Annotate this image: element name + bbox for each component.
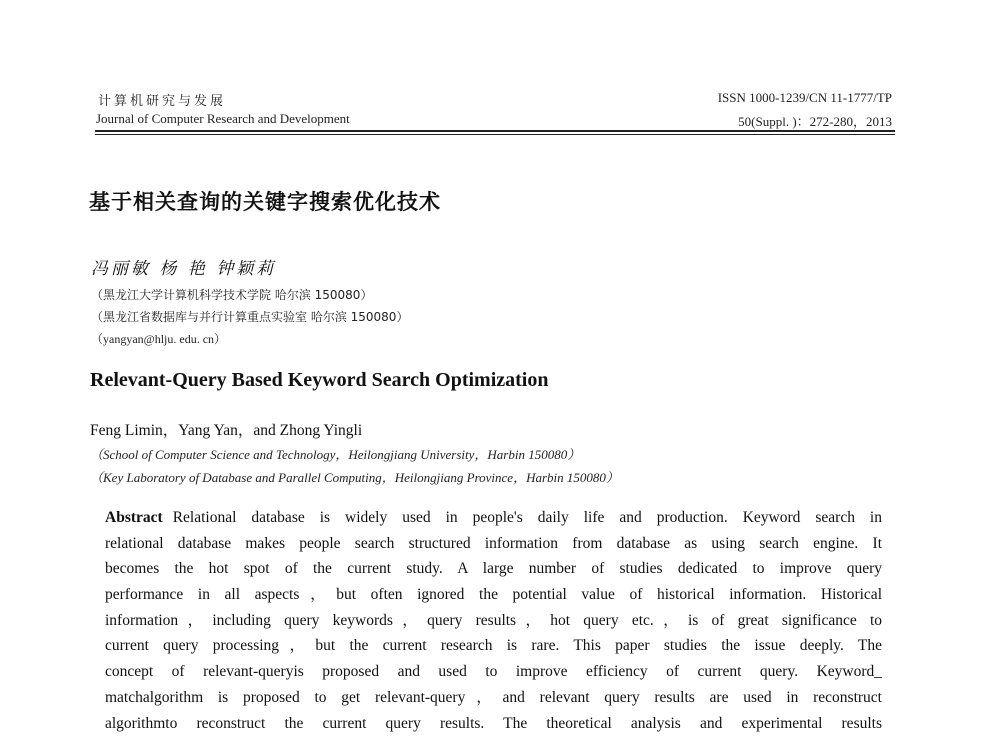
authors-en: Feng Limin，Yang Yan，and Zhong Yingli [90,418,362,440]
issn-line: ISSN 1000-1239/CN 11-1777/TP [718,90,892,106]
abstract-line [105,505,882,531]
abstract-line-text: current query processing，but the current research is rare. This paper studies the issue deeply. The [105,633,882,659]
header-rule-thick [95,130,895,132]
header-rule-thin [95,134,895,135]
journal-name-en: Journal of Computer Research and Development [96,111,350,127]
abstract-line [105,659,882,685]
abstract-label: Abstract [105,509,163,526]
affiliation-cn-2: （黑龙江省数据库与并行计算重点实验室 哈尔滨 150080） [91,308,408,325]
abstract-line [105,685,882,711]
abstract-line-text: becomes the hot spot of the current study. A large number of studies dedicated to improve query [105,556,882,582]
abstract-line-text: matchalgorithm is proposed to get relevant-query，and relevant query results are used in reconstruct [105,685,882,711]
author-email: （yangyan@hlju. edu. cn） [91,330,226,347]
abstract-line [105,633,882,659]
abstract-line-text: Relational database is widely used in people's daily life and production. Keyword search in [173,509,882,526]
volume-pages: 50(Suppl. )：272-280，2013 [738,111,892,130]
abstract-line [105,711,882,736]
abstract-line-text: performance in all aspects，but often ignored the potential value of historical information. Historical [105,582,882,608]
abstract-line-text: information，including query keywords，query results，hot query etc.，is of great significance to [105,608,882,634]
abstract-line [105,556,882,582]
journal-name-cn: 计算机研究与发展 [98,90,226,109]
affiliation-en-1: （School of Computer Science and Technology，Heilongjiang University，Harbin 150080） [90,444,580,463]
affiliation-cn-1: （黑龙江大学计算机科学技术学院 哈尔滨 150080） [91,286,372,303]
abstract-line-text: concept of relevant-queryis proposed and used to improve efficiency of current query. Keyword_ [105,659,882,685]
title-en: Relevant-Query Based Keyword Search Optimization [90,369,548,392]
abstract-line [105,582,882,608]
affiliation-en-2: （Key Laboratory of Database and Parallel Computing，Heilongjiang Province，Harbin 150080） [90,467,619,486]
abstract-line [105,608,882,634]
abstract-line [105,531,882,557]
abstract-line-text: algorithmto reconstruct the current query results. The theoretical analysis and experimental results [105,711,882,736]
abstract [105,505,882,736]
title-cn: 基于相关查询的关键字搜索优化技术 [89,186,441,216]
authors-cn: 冯丽敏 杨 艳 钟颖莉 [91,254,276,279]
abstract-line-text: relational database makes people search structured information from database as using search engine. It [105,531,882,557]
